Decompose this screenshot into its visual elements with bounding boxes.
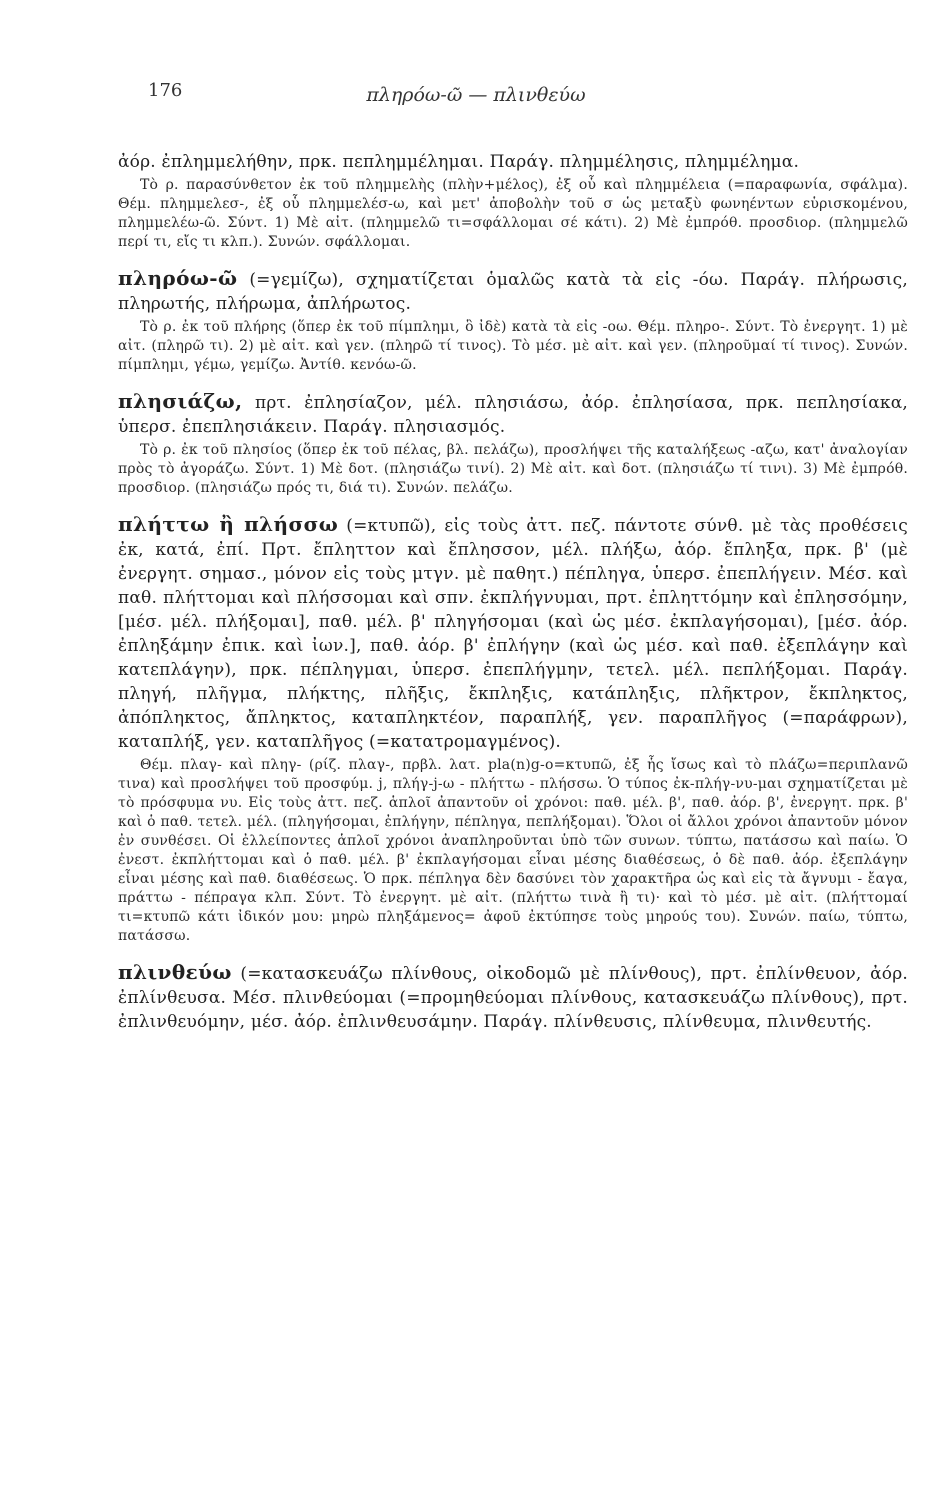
entry-lemma: πληρόω-ῶ (118, 266, 238, 290)
entry-plintheuo (118, 960, 908, 1034)
entry-body (118, 512, 908, 754)
entry-note: Τὸ ρ. ἐκ τοῦ πλήρης (ὅπερ ἐκ τοῦ πίμπλημι, ὃ ἰδὲ) κατὰ τὰ εἰς -οω. Θέμ. πληρο-. Σύντ. Τὸ ἐνεργητ. 1) μὲ αἰτ. (πληρῶ τι). 2) μὲ αἰτ. καὶ γεν. (πληρῶ τί τινος). Τὸ μέσ. μὲ αἰτ. καὶ γεν. (πληροῦμαί τί τινος). Συνών. πίμπλημι, γέμω, γεμίζω. Ἀντίθ. κενόω-ῶ. (118, 319, 908, 373)
entry-body (118, 266, 908, 316)
entry-body-text: (=γεμίζω), σχηματίζεται ὁμαλῶς κατὰ τὰ εἰς -όω. Παράγ. πλήρωσις, πληρωτής, πλήρωμα, ἀπλήρωτος. (118, 270, 908, 314)
entry-lemma: πλινθεύω (118, 960, 232, 984)
entries-column (118, 150, 908, 1048)
entry-body (118, 150, 908, 174)
page-number: 176 (148, 80, 183, 101)
entry-body-text: πρτ. ἐπλησίαζον, μέλ. πλησιάσω, ἀόρ. ἐπλησίασα, πρκ. πεπλησίακα, ὑπερσ. ἐπεπλησιάκειν. Παράγ. πλησιασμός. (118, 393, 908, 437)
entry-plesiazo (118, 389, 908, 498)
entry-lemma: πλησιάζω, (118, 389, 243, 413)
running-head: πληρόω-ῶ — πλινθεύω (366, 84, 586, 106)
entry-note: Θέμ. πλαγ- καὶ πληγ- (ρίζ. πλαγ-, πρβλ. λατ. pla(n)g-o=κτυπῶ, ἐξ ἧς ἴσως καὶ τὸ πλάζω=περιπλανῶ τινα) καὶ προσλήψει τοῦ προσφύμ. j, πλήγ-j-ω - πλήττω - πλήσσω. Ὁ τύπος ἐκ-πλήγ-νυ-μαι σχηματίζεται μὲ τὸ πρόσφυμα νυ. Εἰς τοὺς ἀττ. πεζ. ἁπλοῖ ἀπαντοῦν οἱ χρόνοι: παθ. μέλ. β', παθ. ἀόρ. β', ἐνεργητ. πρκ. β' καὶ ὁ παθ. τετελ. μέλ. (πληγήσομαι, ἐπλήγην, πέπληγα, πεπλήξομαι). Ὅλοι οἱ ἄλλοι χρόνοι ἀπαντοῦν μόνον ἐν συνθέσει. Οἱ ἐλλείποντες ἁπλοῖ χρόνοι ἀναπληροῦνται ὑπὸ τῶν συνων. τύπτω, πατάσσω καὶ παίω. Ὁ ἐνεστ. ἐκπλήττομαι καὶ ὁ παθ. μέλ. β' ἐκπλαγήσομαι εἶναι μέσης διαθέσεως, ὁ δὲ παθ. ἀόρ. ἐξεπλάγην εἶναι μέσης καὶ παθ. διαθέσεως. Ὁ πρκ. πέπληγα δὲν δασύνει τὸν χαρακτῆρα ὡς καὶ εἰς τὰ ἄγνυμι - ἔαγα, πράττω - πέπραγα κλπ. Σύντ. Τὸ ἐνεργητ. μὲ αἰτ. (πλήττω τινὰ ἢ τι)· καὶ τὸ μέσ. μὲ αἰτ. (πλήττομαί τι=κτυπῶ κάτι ἰδικόν μου: μηρὼ πληξάμενος= ἀφοῦ ἐκτύπησε τοὺς μηρούς του). Συνών. παίω, τύπτω, πατάσσω. (118, 757, 908, 944)
entry-pleroo (118, 266, 908, 375)
entry-plemmeleo-continued (118, 150, 908, 252)
page-header (0, 80, 952, 110)
entry-body (118, 389, 908, 439)
entry-note: Τὸ ρ. ἐκ τοῦ πλησίος (ὅπερ ἐκ τοῦ πέλας, βλ. πελάζω), προσλήψει τῆς καταλήξεως -αζω, κατ' ἀναλογίαν πρὸς τὸ ἀγοράζω. Σύντ. 1) Μὲ δοτ. (πλησιάζω τινί). 2) Μὲ αἰτ. καὶ δοτ. (πλησιάζω τί τινι). 3) Μὲ ἐμπρόθ. προσδιορ. (πλησιάζω πρός τι, διά τι). Συνών. πελάζω. (118, 442, 908, 496)
entry-body-text: (=κατασκευάζω πλίνθους, οἰκοδομῶ μὲ πλίνθους), πρτ. ἐπλίνθευον, ἀόρ. ἐπλίνθευσα. Μέσ. πλινθεύομαι (=προμηθεύομαι πλίνθους, κατασκευάζω πλίνθους), πρτ. ἐπλινθευόμην, μέσ. ἀόρ. ἐπλινθευσάμην. Παράγ. πλίνθευσις, πλίνθευμα, πλινθευτής. (118, 964, 908, 1032)
entry-body-text: ἀόρ. ἐπλημμελήθην, πρκ. πεπλημμέλημαι. Παράγ. πλημμέλησις, πλημμέλημα. (118, 152, 800, 172)
entry-note: Τὸ ρ. παρασύνθετον ἐκ τοῦ πλημμελὴς (πλὴν+μέλος), ἐξ οὗ καὶ πλημμέλεια (=παραφωνία, σφάλμα). Θέμ. πλημμελεσ-, ἐξ οὗ πλημμελέσ-ω, καὶ μετ' ἀποβολὴν τοῦ σ ὡς μεταξὺ φωνηέντων εὑρισκομένου, πλημμελέω-ῶ. Σύντ. 1) Μὲ αἰτ. (πλημμελῶ τι=σφάλλομαι σέ κάτι). 2) Μὲ ἐμπρόθ. προσδιορ. (πλημμελῶ περί τι, εἴς τι κλπ.). Συνών. σφάλλομαι. (118, 177, 908, 250)
entry-body (118, 960, 908, 1034)
entry-pletto (118, 512, 908, 946)
entry-body-text: (=κτυπῶ), εἰς τοὺς ἀττ. πεζ. πάντοτε σύνθ. μὲ τὰς προθέσεις ἐκ, κατά, ἐπί. Πρτ. ἔπληττον καὶ ἔπλησσον, μέλ. πλήξω, ἀόρ. ἔπληξα, πρκ. β' (μὲ ἐνεργητ. σημασ., μόνον εἰς τοὺς μτγν. μὲ παθητ.) πέπληγα, ὑπερσ. ἐπεπλήγειν. Μέσ. καὶ παθ. πλήττομαι καὶ πλήσσομαι καὶ σπν. ἐκπλήγνυμαι, πρτ. ἐπληττόμην καὶ ἐπλησσόμην, [μέσ. μέλ. πλήξομαι], παθ. μέλ. β' πληγήσομαι (καὶ ὡς μέσ. ἐκπλαγήσομαι), [μέσ. ἀόρ. ἐπληξάμην ἐπικ. καὶ ἰων.], παθ. ἀόρ. β' ἐπλήγην (καὶ ὡς μέσ. καὶ παθ. ἐξεπλάγην καὶ κατεπλάγην), πρκ. πέπληγμαι, ὑπερσ. ἐπεπλήγμην, τετελ. μέλ. πεπλήξομαι. Παράγ. πληγή, πλῆγμα, πλήκτης, πλῆξις, ἔκπληξις, κατάπληξις, πλῆκτρον, ἔκπληκτος, ἀπόπληκτος, ἄπληκτος, καταπληκτέον, παραπλήξ, γεν. παραπλῆγος (=παράφρων), καταπλήξ, γεν. καταπλῆγος (=κατατρομαγμένος). (118, 516, 908, 752)
entry-lemma: πλήττω ἢ πλήσσω (118, 512, 339, 536)
